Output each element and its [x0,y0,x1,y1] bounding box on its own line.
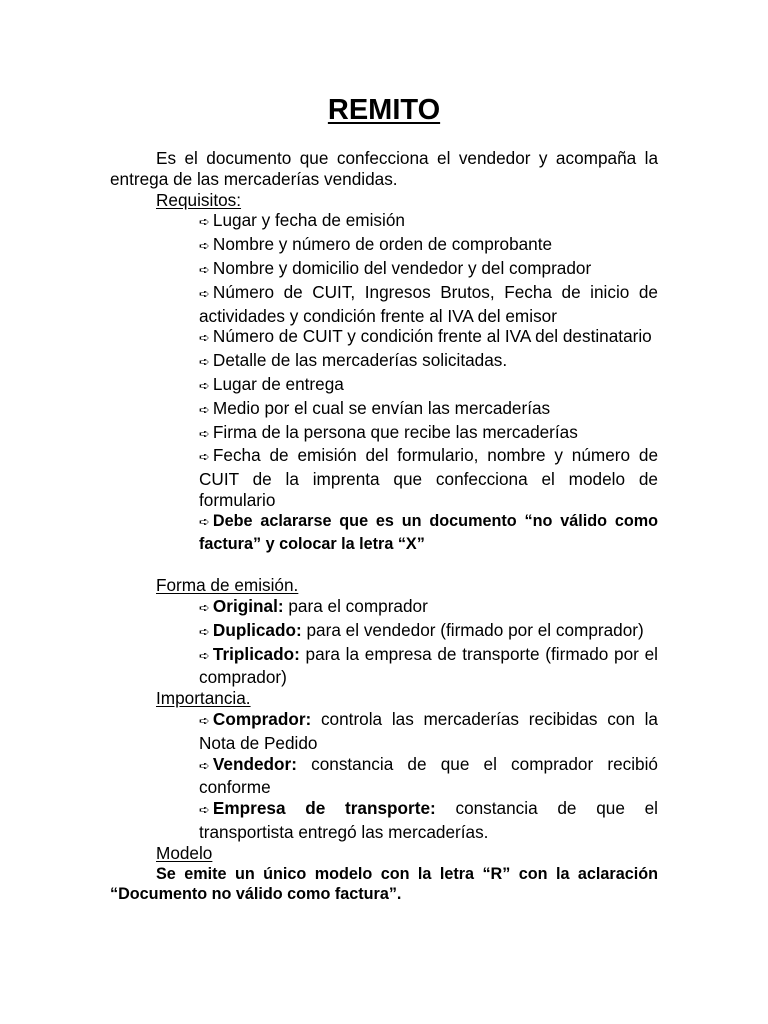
forma-emision-list [110,596,658,688]
list-item: ➪ Empresa de transporte: constancia de que el transportista entregó las mercaderías. [199,798,658,842]
arrow-icon: ➪ [199,402,210,418]
intro-paragraph: Es el documento que confecciona el vendedor y acompaña la entrega de las mercaderías vendidas. [110,148,658,189]
arrow-icon: ➪ [199,648,210,664]
arrow-icon: ➪ [199,331,210,347]
modelo-heading: Modelo [156,842,213,863]
document-body [110,148,658,905]
arrow-icon: ➪ [199,758,210,774]
list-item: ➪ Número de CUIT, Ingresos Brutos, Fecha de inicio de actividades y condición frente al IVA del emisor [199,281,658,326]
importancia-heading: Importancia. [156,688,251,709]
arrow-icon: ➪ [199,624,210,640]
requisitos-list [110,210,658,554]
arrow-icon: ➪ [199,600,210,616]
arrow-icon: ➪ [199,378,210,394]
list-item: ➪ Debe aclararse que es un documento “no válido como factura” y colocar la letra “X” [199,511,658,553]
arrow-icon: ➪ [199,514,210,530]
list-item: ➪ Original: para el comprador [199,595,428,616]
list-item: ➪ Lugar y fecha de emisión [199,210,405,231]
arrow-icon: ➪ [199,215,210,231]
modelo-paragraph: Se emite un único modelo con la letra “R” con la aclaración “Documento no válido como factura”. [110,864,658,904]
list-item: ➪ Duplicado: para el vendedor (firmado por el comprador) [199,619,644,640]
list-item: ➪ Triplicado: para la empresa de transporte (firmado por el comprador) [199,643,658,688]
list-item: ➪ Número de CUIT y condición frente al IVA del destinatario [199,326,652,347]
list-item: ➪ Vendedor: constancia de que el comprador recibió conforme [199,753,658,798]
arrow-icon: ➪ [199,239,210,255]
arrow-icon: ➪ [199,262,210,278]
list-item: ➪ Medio por el cual se envían las mercaderías [199,397,551,418]
arrow-icon: ➪ [199,450,210,466]
requisitos-heading: Requisitos: [156,189,242,210]
list-item: ➪ Lugar de entrega [199,373,344,394]
list-item: ➪ Nombre y número de orden de comprobante [199,234,553,255]
document-title: REMITO [327,94,441,126]
arrow-icon: ➪ [199,426,210,442]
list-item: ➪ Firma de la persona que recibe las mercaderías [199,421,578,442]
arrow-icon: ➪ [199,713,210,729]
forma-emision-heading: Forma de emisión. [156,575,299,596]
list-item: ➪ Detalle de las mercaderías solicitadas. [199,350,508,371]
arrow-icon: ➪ [199,355,210,371]
arrow-icon: ➪ [199,803,210,819]
list-item: ➪ Comprador: controla las mercaderías recibidas con la Nota de Pedido [199,708,658,753]
importancia-list [110,709,658,843]
arrow-icon: ➪ [199,286,210,302]
list-item: ➪ Fecha de emisión del formulario, nombre y número de CUIT de la imprenta que confecciona el modelo de formulario [199,445,658,510]
list-item: ➪ Nombre y domicilio del vendedor y del comprador [199,257,592,278]
